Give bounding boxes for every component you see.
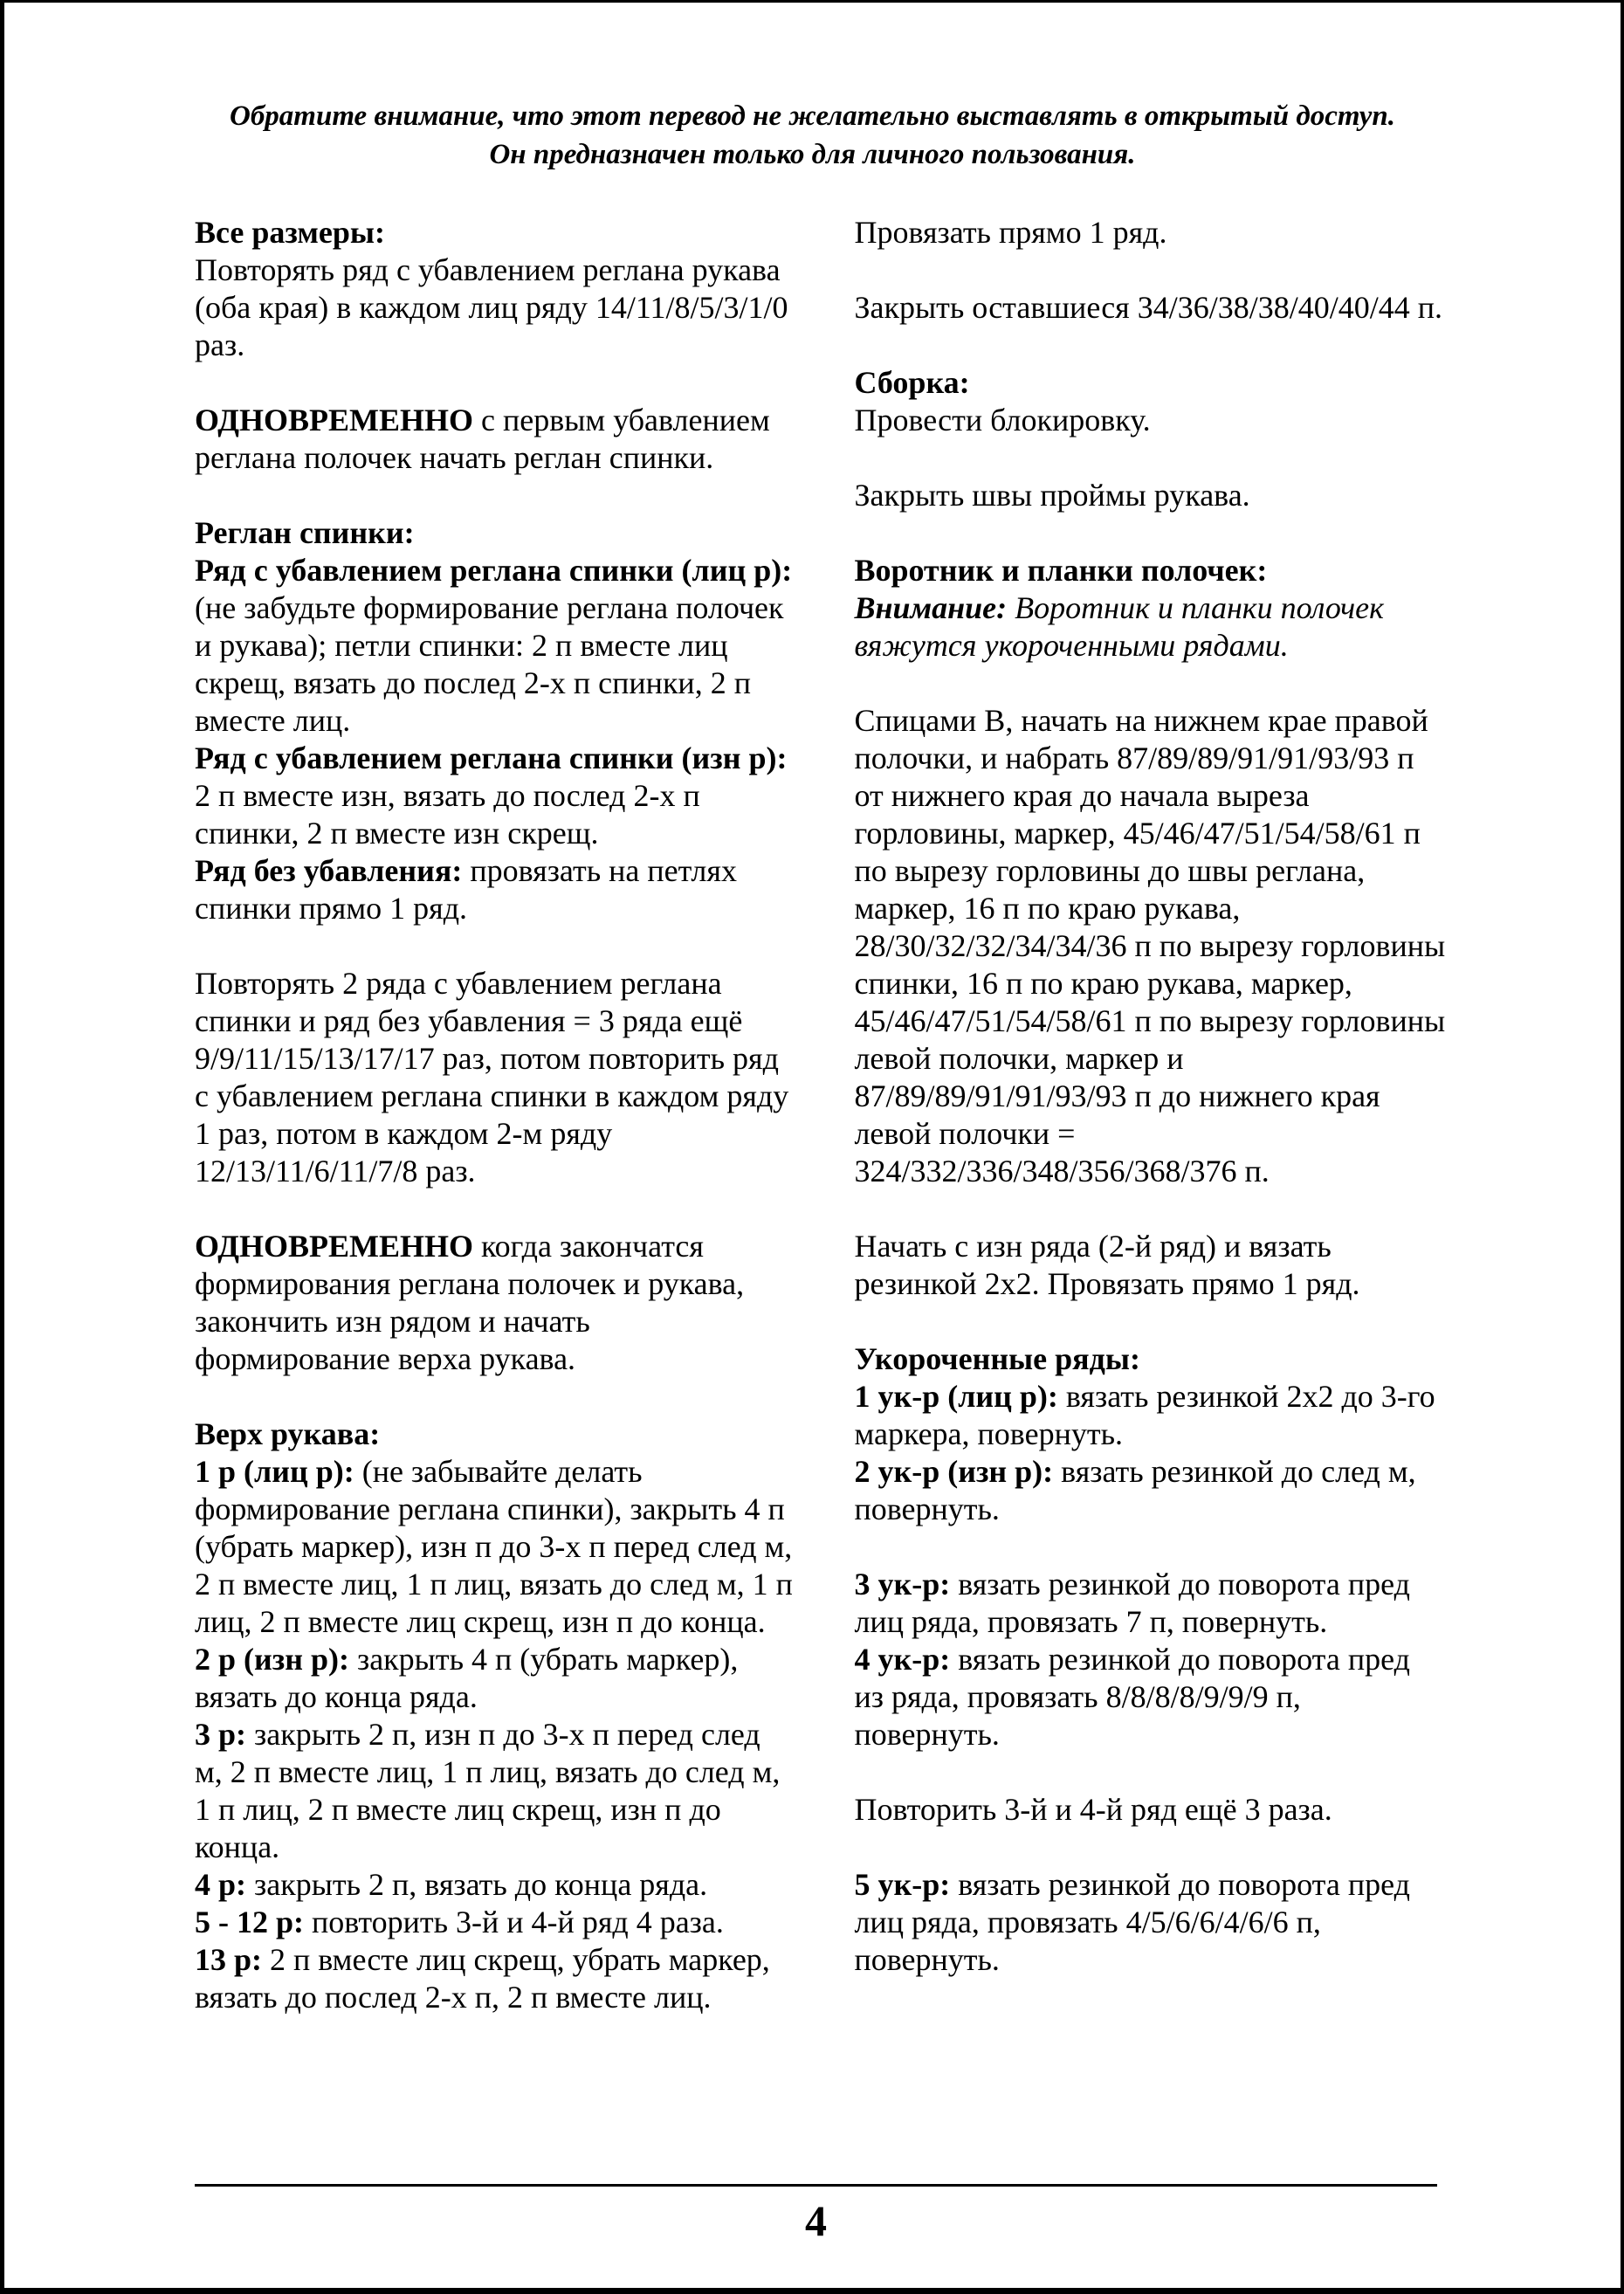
text-run: Ряд с убавлением реглана спинки (лиц р): [195,553,793,588]
paragraph [854,364,1446,402]
text-run: (не забывайте делать формирование реглана спинки), закрыть 4 п (убрать маркер), изн п до 3-х п перед след м, 2 п вместе лиц, 1 п лиц, вязать до след м, 1 п лиц, 2 п вместе лиц скрещ, изн п до конца. [195,1454,793,1639]
text-run: Все размеры: [195,215,386,250]
text-run: с первым убавлением реглана полочек начать реглан спинки. [195,403,770,475]
paragraph [195,251,793,364]
text-run: Повторить 3-й и 4-й ряд ещё 3 раза. [854,1792,1332,1827]
paragraph [195,852,793,927]
text-run: Верх рукава: [195,1416,381,1451]
paragraph [854,1791,1446,1829]
paragraph [854,1866,1446,1979]
text-run: 2 п вместе изн, вязать до послед 2-х п спинки, 2 п вместе изн скрещ. [195,778,700,851]
text-run: Ряд без убавления: [195,853,463,888]
text-run: Повторять 2 ряда с убавлением реглана спинки и ряд без убавления = 3 ряда ещё 9/9/11/15/13/17/17 раз, потом повторить ряд с убавлением реглана спинки в каждом ряду 1 раз, потом в каждом 2-м ряду 12/13/11/6/11/7/8 раз. [195,966,789,1188]
paragraph [195,402,793,477]
paragraph [195,514,793,552]
text-run: Повторять ряд с убавлением реглана рукава (оба края) в каждом лиц ряду 14/11/8/5/3/1/0 раз. [195,252,788,362]
paragraph [854,214,1446,251]
text-run: вязать резинкой до поворота пред лиц ряда, провязать 7 п, повернуть. [854,1567,1410,1639]
text-run: 3 ук-р: [854,1567,951,1602]
paragraph [195,552,793,740]
paragraph [195,214,793,251]
paragraph [195,1416,793,1453]
text-run: 13 р: [195,1942,263,1977]
text-run: вязать резинкой 2х2 до 3-го маркера, повернуть. [854,1379,1435,1451]
paragraph [854,477,1446,514]
text-run: Закрыть оставшиеся 34/36/38/38/40/40/44 п. [854,290,1443,325]
text-run: закрыть 2 п, вязать до конца ряда. [246,1867,708,1902]
text-run: Воротник и планки полочек вяжутся укороченными рядами. [854,590,1384,663]
text-run: 3 р: [195,1717,247,1752]
text-run: Реглан спинки: [195,515,415,550]
text-run: Начать с изн ряда (2-й ряд) и вязать резинкой 2х2. Провязать прямо 1 ряд. [854,1229,1360,1301]
paragraph [854,702,1446,1190]
text-run: Провести блокировку. [854,403,1151,437]
text-run: Ряд с убавлением реглана спинки (изн р): [195,741,788,775]
text-run: закрыть 2 п, изн п до 3-х п перед след м, 2 п вместе лиц, 1 п лиц, вязать до след м, 1 п лиц, 2 п вместе лиц скрещ, изн п до конца. [195,1717,781,1864]
text-run: (не забудьте формирование реглана полочек и рукава); петли спинки: 2 п вместе лиц скрещ, вязать до послед 2-х п спинки, 2 п вместе лиц. [195,590,784,738]
text-run: Спицами В, начать на нижнем крае правой полочки, и набрать 87/89/89/91/91/93/93 п от нижнего края до начала выреза горловины, маркер, 45/46/47/51/54/58/61 п по вырезу горловины до швы реглана, маркер, 16 п по краю рукава, 28/30/32/32/34/34/36 п по вырезу горловины спинки, 16 п по краю рукава, маркер, 45/46/47/51/54/58/61 п по вырезу горловины левой полочки, маркер и 87/89/89/91/91/93/93 п до нижнего края левой полочки = 324/332/336/348/356/368/376 п. [854,703,1446,1188]
right-column [854,214,1446,2016]
text-run: 5 ук-р: [854,1867,951,1902]
paragraph [854,1228,1446,1303]
text-run: Укороченные ряды: [854,1341,1140,1376]
paragraph [854,1566,1446,1641]
text-run: 1 ук-р (лиц р): [854,1379,1058,1414]
text-run: 4 р: [195,1867,247,1902]
text-run: 2 п вместе лиц скрещ, убрать маркер, вязать до послед 2-х п, 2 п вместе лиц. [195,1942,770,2015]
text-run: Закрыть швы проймы рукава. [854,478,1250,513]
text-run: 4 ук-р: [854,1642,951,1677]
paragraph [195,965,793,1190]
text-run: Провязать прямо 1 ряд. [854,215,1167,250]
paragraph [854,289,1446,327]
paragraph [854,1378,1446,1453]
text-run: 1 р (лиц р): [195,1454,354,1489]
text-run: вязать резинкой до след м, повернуть. [854,1454,1416,1526]
paragraph [195,1453,793,1641]
paragraph [195,1228,793,1378]
text-run: провязать на петлях спинки прямо 1 ряд. [195,853,737,926]
text-run: 5 - 12 р: [195,1905,304,1939]
paragraph [854,589,1446,665]
content [195,214,1446,2016]
text-run: ОДНОВРЕМЕННО [195,1229,473,1264]
footer-rule [195,2184,1437,2187]
paragraph [854,1453,1446,1528]
text-run: Воротник и планки полочек: [854,553,1268,588]
text-run: вязать резинкой до поворота пред лиц ряда, провязать 4/5/6/6/4/6/6 п, повернуть. [854,1867,1410,1977]
privacy-notice: Обратите внимание, что этот перевод не желательно выставлять в открытый доступ. Он предназначен только для личного пользования. [230,100,1395,170]
left-column [195,214,793,2016]
text-run: закрыть 4 п (убрать маркер), вязать до конца ряда. [195,1642,739,1714]
text-run: 2 ук-р (изн р): [854,1454,1054,1489]
page-number: 4 [805,2196,827,2245]
footer [195,2184,1437,2288]
text-run: когда закончатся формирования реглана полочек и рукава, закончить изн рядом и начать формирование верха рукава. [195,1229,745,1376]
text-run: Сборка: [854,365,970,400]
paragraph [854,402,1446,439]
text-run: ОДНОВРЕМЕННО [195,403,473,437]
paragraph [195,1941,793,2016]
paragraph [854,1340,1446,1378]
text-run: вязать резинкой до поворота пред из ряда, провязать 8/8/8/8/9/9/9 п, повернуть. [854,1642,1410,1752]
text-run: Внимание: [854,590,1008,625]
paragraph [854,552,1446,589]
paragraph [195,1641,793,1716]
paragraph [195,1904,793,1941]
paragraph [195,740,793,852]
paragraph [195,1866,793,1904]
text-run: повторить 3-й и 4-й ряд 4 раза. [304,1905,724,1939]
paragraph [195,1716,793,1866]
paragraph [854,1641,1446,1753]
text-run: 2 р (изн р): [195,1642,349,1677]
